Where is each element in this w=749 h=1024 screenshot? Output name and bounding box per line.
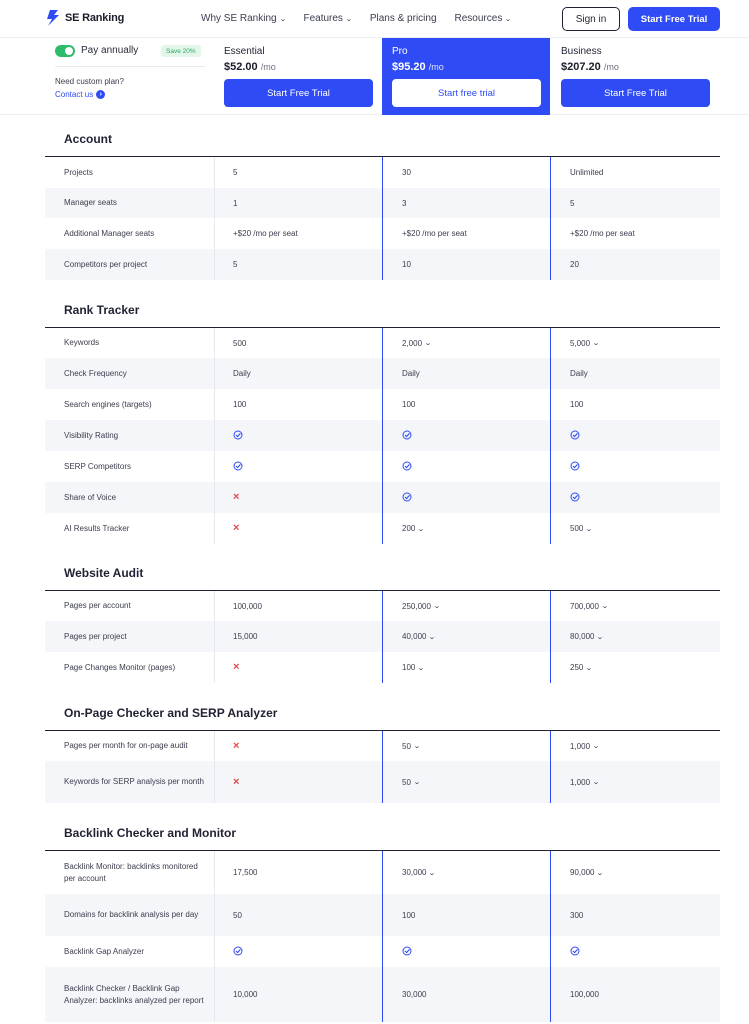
column-divider xyxy=(382,328,383,358)
essential-start-trial-button[interactable]: Start Free Trial xyxy=(224,79,373,107)
contact-us-label: Contact us xyxy=(55,90,94,99)
feature-value xyxy=(233,218,298,249)
check-icon xyxy=(570,420,580,451)
column-divider xyxy=(550,389,551,420)
feature-value xyxy=(233,894,242,936)
column-divider xyxy=(214,249,215,280)
plan-name: Business xyxy=(561,46,602,57)
custom-plan-text: Need custom plan? xyxy=(55,77,124,86)
value-text: 10 xyxy=(402,260,411,269)
value-dropdown[interactable] xyxy=(402,851,435,894)
column-divider xyxy=(550,157,551,188)
feature-label: Page Changes Monitor (pages) xyxy=(64,662,176,672)
column-divider xyxy=(214,482,215,513)
column-divider xyxy=(214,936,215,967)
top-navbar xyxy=(0,0,749,38)
value-text: 30,000 xyxy=(402,868,427,877)
chevron-down-icon: ⌄ xyxy=(504,15,513,23)
column-divider xyxy=(382,761,383,803)
value-dropdown[interactable] xyxy=(570,761,599,803)
feature-label: Pages per project xyxy=(64,631,127,641)
chevron-down-icon: ⌄ xyxy=(428,633,437,641)
value-text: Daily xyxy=(570,369,588,378)
column-divider xyxy=(550,482,551,513)
price-period: /mo xyxy=(428,62,444,72)
value-text: 100,000 xyxy=(233,601,262,611)
price-value: $95.20 xyxy=(392,61,426,73)
brand-name: SE Ranking xyxy=(65,12,125,24)
check-icon xyxy=(570,451,580,482)
value-text: 10,000 xyxy=(233,990,258,999)
column-divider xyxy=(550,936,551,967)
value-text: 1,000 xyxy=(570,777,591,787)
value-dropdown[interactable] xyxy=(570,731,599,761)
column-divider xyxy=(550,591,551,621)
table-row xyxy=(45,894,720,936)
value-text: 250,000 xyxy=(402,601,431,611)
feature-value xyxy=(233,389,246,420)
column-divider xyxy=(550,894,551,936)
table-row xyxy=(45,389,720,420)
value-text: 5 xyxy=(233,260,238,269)
nav-start-free-trial-button[interactable]: Start Free Trial xyxy=(628,7,720,31)
feature-value xyxy=(402,157,411,188)
pro-start-trial-button[interactable]: Start free trial xyxy=(392,79,541,107)
feature-label: SERP Competitors xyxy=(64,461,131,471)
feature-value xyxy=(402,358,420,389)
plan-business xyxy=(551,38,719,115)
feature-value xyxy=(233,851,257,894)
column-divider xyxy=(550,218,551,249)
plan-price xyxy=(224,61,276,73)
check-icon xyxy=(402,936,412,967)
chevron-down-icon: ⌄ xyxy=(592,779,600,786)
column-divider xyxy=(214,513,215,544)
feature-value xyxy=(570,967,599,1022)
feature-label: Keywords xyxy=(64,338,100,347)
divider xyxy=(55,66,205,67)
column-divider xyxy=(550,621,551,652)
table-row xyxy=(45,513,720,544)
table-row xyxy=(45,761,720,803)
chevron-down-icon: ⌄ xyxy=(345,15,353,23)
feature-value xyxy=(402,218,467,249)
feature-value xyxy=(570,358,588,389)
pay-annually-label: Pay annually xyxy=(81,45,139,56)
value-dropdown[interactable] xyxy=(402,591,440,621)
chevron-down-icon: ⌄ xyxy=(592,743,600,750)
column-divider xyxy=(382,731,383,761)
table-row xyxy=(45,451,720,482)
feature-label: Competitors per project xyxy=(64,259,148,269)
cross-icon: × xyxy=(233,775,240,788)
column-divider xyxy=(382,621,383,652)
table-row xyxy=(45,188,720,218)
feature-value xyxy=(570,157,603,188)
feature-value xyxy=(570,188,574,218)
column-divider xyxy=(550,761,551,803)
cross-icon: × xyxy=(233,739,240,752)
plan-price xyxy=(392,61,444,73)
check-icon xyxy=(233,420,243,451)
value-text: 80,000 xyxy=(570,632,595,641)
column-divider xyxy=(550,249,551,280)
column-divider xyxy=(214,967,215,1022)
contact-us-link[interactable] xyxy=(55,90,105,99)
plan-name: Essential xyxy=(224,46,265,57)
value-dropdown[interactable] xyxy=(402,731,420,761)
value-dropdown[interactable] xyxy=(402,513,424,544)
value-text: Daily xyxy=(402,369,420,378)
value-dropdown[interactable] xyxy=(402,761,420,803)
value-text: 1 xyxy=(233,198,238,208)
chevron-down-icon: ⌄ xyxy=(413,779,421,786)
plan-name: Pro xyxy=(392,46,408,57)
column-divider xyxy=(550,328,551,358)
column-divider xyxy=(382,967,383,1022)
value-text: 2,000 xyxy=(402,338,423,348)
price-value: $207.20 xyxy=(561,61,601,73)
column-divider xyxy=(214,731,215,761)
feature-label: AI Results Tracker xyxy=(64,523,130,533)
price-value: $52.00 xyxy=(224,61,258,73)
value-text: 50 xyxy=(402,777,411,787)
table-row xyxy=(45,967,720,1022)
feature-label: Search engines (targets) xyxy=(64,399,152,409)
column-divider xyxy=(214,851,215,894)
column-divider xyxy=(550,420,551,451)
column-divider xyxy=(214,157,215,188)
feature-value xyxy=(233,328,246,358)
table-row xyxy=(45,652,720,683)
check-icon xyxy=(402,420,412,451)
se-ranking-logo-icon xyxy=(46,10,60,26)
feature-value xyxy=(233,358,251,389)
value-text: 5 xyxy=(570,198,575,208)
chevron-down-icon: ⌄ xyxy=(417,525,426,533)
feature-label: Additional Manager seats xyxy=(64,228,155,238)
brand-logo[interactable] xyxy=(46,10,124,26)
chevron-down-icon: ⌄ xyxy=(424,340,432,347)
nav-resources[interactable] xyxy=(455,13,512,24)
column-divider xyxy=(382,936,383,967)
feature-value xyxy=(570,218,635,249)
column-divider xyxy=(550,967,551,1022)
value-text: +$20 /mo per seat xyxy=(402,229,467,238)
value-text: 90,000 xyxy=(570,868,595,877)
column-divider xyxy=(214,328,215,358)
table-row xyxy=(45,851,720,894)
chevron-down-icon: ⌄ xyxy=(417,664,426,672)
column-divider xyxy=(214,621,215,652)
table-row xyxy=(45,358,720,389)
feature-value xyxy=(233,967,257,1022)
section-title: Website Audit xyxy=(64,566,144,580)
feature-label: Keywords for SERP analysis per month xyxy=(64,777,204,786)
feature-label: Backlink Monitor: backlinks monitored per account xyxy=(64,861,198,883)
nav-why-se-ranking[interactable] xyxy=(201,13,285,24)
column-divider xyxy=(382,389,383,420)
cross-icon: × xyxy=(233,491,240,503)
column-divider xyxy=(550,513,551,544)
chevron-down-icon: ⌄ xyxy=(585,525,594,533)
section-title: Rank Tracker xyxy=(64,303,140,317)
column-divider xyxy=(214,894,215,936)
value-dropdown[interactable] xyxy=(402,652,424,683)
chevron-down-icon: ⌄ xyxy=(601,603,609,610)
check-icon xyxy=(233,936,243,967)
value-text: 50 xyxy=(402,741,411,751)
value-text: Daily xyxy=(233,369,251,378)
value-dropdown[interactable] xyxy=(402,621,435,652)
nav-link-label: Resources xyxy=(454,13,503,24)
value-text: 20 xyxy=(570,260,579,269)
plan-pro xyxy=(382,38,550,115)
feature-value xyxy=(402,967,426,1022)
value-text: 3 xyxy=(402,198,407,208)
price-period: /mo xyxy=(603,62,619,72)
column-divider xyxy=(382,188,383,218)
column-divider xyxy=(382,249,383,280)
chevron-down-icon: ⌄ xyxy=(585,664,594,672)
feature-value xyxy=(233,157,237,188)
column-divider xyxy=(382,420,383,451)
column-divider xyxy=(550,451,551,482)
feature-value xyxy=(402,389,415,420)
table-row xyxy=(45,218,720,249)
feature-label: Visibility Rating xyxy=(64,430,119,440)
arrow-right-icon: › xyxy=(96,90,105,99)
section-title: Backlink Checker and Monitor xyxy=(64,826,237,840)
column-divider xyxy=(550,731,551,761)
check-icon xyxy=(570,482,580,513)
value-text: 5,000 xyxy=(570,338,591,348)
nav-link-label: Features xyxy=(303,13,343,24)
value-text: 300 xyxy=(570,910,584,920)
chevron-down-icon: ⌄ xyxy=(433,603,441,610)
column-divider xyxy=(214,188,215,218)
check-icon xyxy=(233,451,243,482)
feature-label: Domains for backlink analysis per day xyxy=(64,910,199,919)
value-text: 100,000 xyxy=(570,990,599,999)
column-divider xyxy=(550,652,551,683)
column-divider xyxy=(550,358,551,389)
value-text: 50 xyxy=(233,910,242,920)
column-divider xyxy=(382,482,383,513)
feature-label: Pages per month for on-page audit xyxy=(64,741,188,750)
table-row xyxy=(45,591,720,621)
column-divider xyxy=(214,761,215,803)
table-row xyxy=(45,328,720,358)
value-text: 100 xyxy=(402,910,416,920)
nav-link-label: Plans & pricing xyxy=(369,13,437,24)
chevron-down-icon: ⌄ xyxy=(596,869,605,877)
feature-label: Projects xyxy=(64,167,93,177)
plan-price xyxy=(561,61,619,73)
value-text: +$20 /mo per seat xyxy=(233,229,298,238)
value-text: 17,500 xyxy=(233,868,258,877)
table-row xyxy=(45,420,720,451)
column-divider xyxy=(382,218,383,249)
nav-menu xyxy=(201,13,511,24)
section-title: On-Page Checker and SERP Analyzer xyxy=(64,706,278,720)
column-divider xyxy=(214,358,215,389)
column-divider xyxy=(550,188,551,218)
check-icon xyxy=(402,451,412,482)
value-text: 100 xyxy=(233,400,247,409)
value-text: 250 xyxy=(570,663,584,672)
column-divider xyxy=(214,420,215,451)
value-dropdown[interactable] xyxy=(570,851,603,894)
value-dropdown[interactable] xyxy=(402,328,431,358)
value-dropdown[interactable] xyxy=(570,652,592,683)
feature-label: Pages per account xyxy=(64,601,131,610)
value-dropdown[interactable] xyxy=(570,621,603,652)
column-divider xyxy=(214,652,215,683)
table-row xyxy=(45,249,720,280)
column-divider xyxy=(214,591,215,621)
value-dropdown[interactable] xyxy=(570,591,608,621)
chevron-down-icon: ⌄ xyxy=(428,869,437,877)
section-title: Account xyxy=(64,132,112,146)
column-divider xyxy=(382,652,383,683)
column-divider xyxy=(214,451,215,482)
value-text: 15,000 xyxy=(233,632,258,641)
column-divider xyxy=(382,358,383,389)
feature-label: Backlink Gap Analyzer xyxy=(64,946,145,956)
column-divider xyxy=(550,851,551,894)
value-text: 700,000 xyxy=(570,601,599,611)
value-text: 100 xyxy=(402,663,416,672)
table-row xyxy=(45,157,720,188)
feature-value xyxy=(402,894,415,936)
value-text: 500 xyxy=(570,524,584,533)
feature-value xyxy=(402,249,411,280)
sign-in-button[interactable]: Sign in xyxy=(562,7,620,31)
column-divider xyxy=(382,513,383,544)
column-divider xyxy=(382,894,383,936)
nav-features[interactable] xyxy=(303,13,351,24)
value-text: 100 xyxy=(570,400,584,409)
chevron-down-icon: ⌄ xyxy=(413,743,421,750)
chevron-down-icon: ⌄ xyxy=(596,633,605,641)
value-text: 1,000 xyxy=(570,741,591,751)
check-icon xyxy=(570,936,580,967)
table-row xyxy=(45,621,720,652)
feature-value xyxy=(402,188,406,218)
feature-value xyxy=(233,188,237,218)
column-divider xyxy=(382,591,383,621)
cross-icon: × xyxy=(233,661,240,673)
save-badge: Save 20% xyxy=(161,45,201,57)
feature-label: Backlink Checker / Backlink Gap Analyzer: backlinks analyzed per report xyxy=(64,983,204,1005)
nav-link-label: Why SE Ranking xyxy=(201,13,277,24)
value-text: 30,000 xyxy=(402,990,427,999)
column-divider xyxy=(382,851,383,894)
nav-plans-pricing[interactable] xyxy=(370,13,437,24)
value-text: Unlimited xyxy=(570,168,604,177)
column-divider xyxy=(382,157,383,188)
feature-value xyxy=(570,894,583,936)
table-row xyxy=(45,936,720,967)
value-text: 5 xyxy=(233,168,238,177)
feature-value xyxy=(233,621,257,652)
value-text: 500 xyxy=(233,338,247,348)
feature-value xyxy=(570,389,583,420)
value-text: 40,000 xyxy=(402,632,427,641)
feature-value xyxy=(233,249,237,280)
pay-annually-toggle[interactable] xyxy=(55,45,75,57)
column-divider xyxy=(214,389,215,420)
column-divider xyxy=(382,451,383,482)
feature-label: Manager seats xyxy=(64,198,117,207)
value-text: 200 xyxy=(402,524,416,533)
column-divider xyxy=(214,218,215,249)
business-start-trial-button[interactable]: Start Free Trial xyxy=(561,79,710,107)
chevron-down-icon: ⌄ xyxy=(592,340,600,347)
check-icon xyxy=(402,482,412,513)
table-row xyxy=(45,482,720,513)
table-row xyxy=(45,731,720,761)
cross-icon: × xyxy=(233,522,240,534)
value-dropdown[interactable] xyxy=(570,513,592,544)
feature-label: Share of Voice xyxy=(64,492,117,502)
value-text: +$20 /mo per seat xyxy=(570,229,635,238)
value-dropdown[interactable] xyxy=(570,328,599,358)
billing-toggle-wrap[interactable] xyxy=(55,45,75,57)
feature-label: Check Frequency xyxy=(64,368,127,378)
value-text: 100 xyxy=(402,400,416,409)
plan-essential xyxy=(214,38,382,115)
feature-value xyxy=(570,249,579,280)
feature-value xyxy=(233,591,262,621)
chevron-down-icon: ⌄ xyxy=(278,15,287,23)
price-period: /mo xyxy=(260,62,276,72)
value-text: 30 xyxy=(402,168,411,177)
